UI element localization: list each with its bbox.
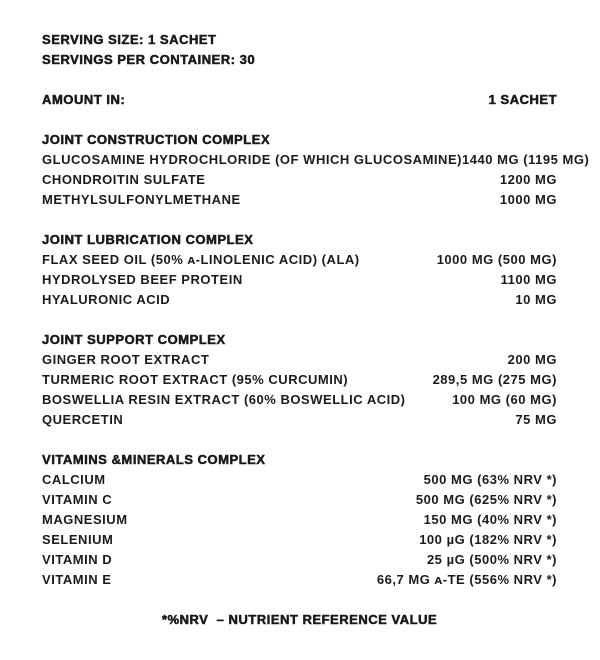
ingredient-value: 100 µG (182% NRV *) xyxy=(419,532,557,547)
ingredient-label: METHYLSULFONYLMETHANE xyxy=(42,192,241,207)
ingredient-row xyxy=(42,530,557,550)
ingredient-label: MAGNESIUM xyxy=(42,512,128,527)
ingredient-value: 10 MG xyxy=(515,292,557,307)
ingredient-value: 150 MG (40% NRV *) xyxy=(423,512,557,527)
ingredient-value: 1100 MG xyxy=(500,272,557,287)
nrv-footnote: *%NRV – NUTRIENT REFERENCE VALUE xyxy=(161,612,438,627)
section-rows xyxy=(42,470,557,590)
ingredient-label: VITAMIN E xyxy=(42,572,112,587)
amount-in-row xyxy=(42,90,557,110)
amount-in-label: AMOUNT IN: xyxy=(42,92,126,107)
ingredient-value: 1000 MG (500 MG) xyxy=(436,252,557,267)
ingredient-label: GLUCOSAMINE HYDROCHLORIDE (OF WHICH GLUCOSAMINE) xyxy=(42,152,462,167)
ingredient-value: 100 MG (60 MG) xyxy=(452,392,557,407)
ingredient-value: 200 MG xyxy=(507,352,557,367)
ingredient-value: 500 MG (63% NRV *) xyxy=(423,472,557,487)
ingredient-row xyxy=(42,490,557,510)
ingredient-section xyxy=(42,330,557,430)
ingredient-value: 1440 MG (1195 MG) xyxy=(462,152,590,167)
ingredient-row xyxy=(42,510,557,530)
ingredient-label: SELENIUM xyxy=(42,532,114,547)
ingredient-row xyxy=(42,150,590,170)
servings-per-container-line: SERVINGS PER CONTAINER: 30 xyxy=(42,52,256,67)
ingredient-row xyxy=(42,250,557,270)
ingredient-label: GINGER ROOT EXTRACT xyxy=(42,352,210,367)
ingredient-label: VITAMIN C xyxy=(42,492,113,507)
section-title: JOINT SUPPORT COMPLEX xyxy=(42,332,226,347)
ingredient-label: CALCIUM xyxy=(42,472,106,487)
ingredient-value: 75 MG xyxy=(515,412,557,427)
ingredient-section xyxy=(42,450,557,590)
ingredient-sections xyxy=(42,130,590,590)
ingredient-row xyxy=(42,570,557,590)
section-title: JOINT CONSTRUCTION COMPLEX xyxy=(42,132,271,147)
ingredient-label: BOSWELLIA RESIN EXTRACT (60% BOSWELLIC ACID) xyxy=(42,392,406,407)
ingredient-row xyxy=(42,350,557,370)
ingredient-label: QUERCETIN xyxy=(42,412,124,427)
ingredient-row xyxy=(42,170,557,190)
ingredient-label: CHONDROITIN SULFATE xyxy=(42,172,206,187)
section-title: JOINT LUBRICATION COMPLEX xyxy=(42,232,254,247)
amount-in-value: 1 SACHET xyxy=(488,92,557,107)
ingredient-row xyxy=(42,370,557,390)
ingredient-value: 1200 MG xyxy=(499,172,557,187)
serving-size-line: SERVING SIZE: 1 SACHET xyxy=(42,32,217,47)
ingredient-value: 1000 MG xyxy=(499,192,557,207)
section-rows xyxy=(42,350,557,430)
ingredient-value: 500 MG (625% NRV *) xyxy=(415,492,557,507)
ingredient-row xyxy=(42,190,557,210)
ingredient-section xyxy=(42,130,590,210)
section-rows xyxy=(42,150,590,210)
ingredient-label: HYALURONIC ACID xyxy=(42,292,171,307)
ingredient-value: 25 µG (500% NRV *) xyxy=(426,552,557,567)
ingredient-row xyxy=(42,410,557,430)
ingredient-value: 66,7 MG ᴀ-TE (556% NRV *) xyxy=(376,572,557,587)
ingredient-row xyxy=(42,290,557,310)
ingredient-section xyxy=(42,230,557,310)
ingredient-label: HYDROLYSED BEEF PROTEIN xyxy=(42,272,243,287)
ingredient-value: 289,5 MG (275 MG) xyxy=(432,372,557,387)
section-rows xyxy=(42,250,557,310)
ingredient-row xyxy=(42,270,557,290)
ingredient-row xyxy=(42,390,557,410)
ingredient-label: TURMERIC ROOT EXTRACT (95% CURCUMIN) xyxy=(42,372,349,387)
ingredient-label: FLAX SEED OIL (50% ᴀ-LINOLENIC ACID) (ALA) xyxy=(42,252,360,267)
ingredient-label: VITAMIN D xyxy=(42,552,113,567)
ingredient-row xyxy=(42,550,557,570)
section-title: VITAMINS &MINERALS COMPLEX xyxy=(42,452,266,467)
ingredient-row xyxy=(42,470,557,490)
